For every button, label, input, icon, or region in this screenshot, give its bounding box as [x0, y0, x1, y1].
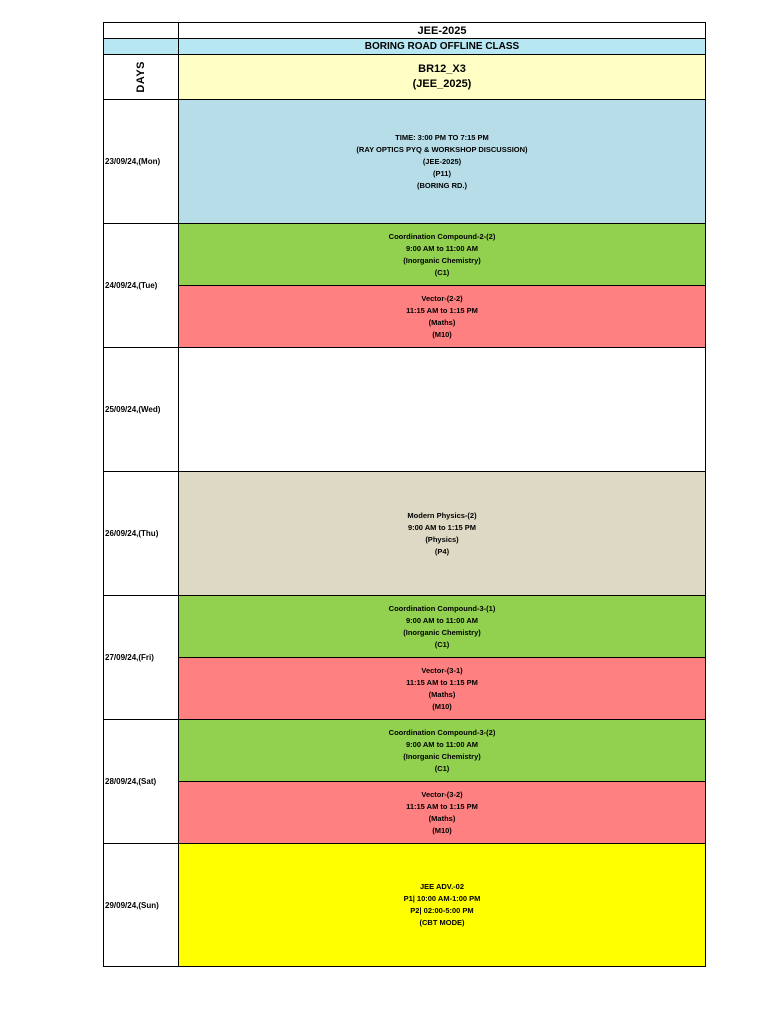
slot-line: (Maths) — [428, 813, 456, 823]
slot-line: 9:00 AM to 11:00 AM — [406, 243, 478, 253]
class-slot — [178, 223, 706, 285]
slot-line: Coordination Compound-3-(2) — [388, 727, 496, 737]
sheet-title: JEE-2025 — [178, 22, 706, 38]
slot-line: P2| 02:00-5:00 PM — [410, 906, 474, 915]
slot-line: (P11) — [433, 168, 451, 178]
slot-line: 9:00 AM to 11:00 AM — [406, 739, 478, 749]
slot-line: (CBT MODE) — [419, 918, 465, 927]
day-slots — [178, 223, 706, 347]
days-header-cell — [103, 54, 178, 99]
day-row — [103, 471, 706, 595]
title-row-blank-cell — [103, 22, 178, 38]
title-row — [103, 22, 706, 38]
day-rows — [103, 99, 706, 967]
day-date: 25/09/24,(Wed) — [103, 347, 178, 471]
timetable-sheet — [103, 22, 706, 967]
slot-line: (Maths) — [428, 317, 456, 327]
slot-line: (BORING RD.) — [417, 180, 467, 190]
slot-line: (Inorganic Chemistry) — [403, 627, 481, 637]
slot-line: (JEE-2025) — [422, 156, 462, 166]
slot-line: 11:15 AM to 1:15 PM — [406, 677, 478, 687]
subtitle-row-blank-cell — [103, 38, 178, 54]
day-row — [103, 843, 706, 967]
class-slot — [178, 471, 706, 595]
class-slot — [178, 347, 706, 471]
day-slots — [178, 595, 706, 719]
batch-code: BR12_X3 — [418, 63, 466, 75]
class-slot — [178, 99, 706, 223]
day-date: 28/09/24,(Sat) — [103, 719, 178, 843]
slot-line: 11:15 AM to 1:15 PM — [406, 801, 478, 811]
class-slot — [178, 781, 706, 843]
slot-line: (Physics) — [425, 534, 459, 544]
batch-row — [103, 54, 706, 99]
day-row — [103, 595, 706, 719]
slot-line: (M10) — [432, 701, 452, 711]
class-slot — [178, 595, 706, 657]
day-slots — [178, 471, 706, 595]
batch-cell — [178, 54, 706, 99]
slot-line: Coordination Compound-2-(2) — [388, 231, 496, 241]
slot-line: (Inorganic Chemistry) — [403, 751, 481, 761]
slot-line: Vector-(3-1) — [421, 665, 463, 675]
batch-exam: (JEE_2025) — [412, 78, 472, 90]
slot-line: Coordination Compound-3-(1) — [388, 603, 496, 613]
sheet-subtitle: BORING ROAD OFFLINE CLASS — [178, 38, 706, 54]
day-row — [103, 347, 706, 471]
class-slot — [178, 285, 706, 347]
slot-line: JEE ADV.-02 — [419, 882, 465, 891]
day-slots — [178, 99, 706, 223]
day-slots — [178, 347, 706, 471]
slot-line: Vector-(2-2) — [421, 293, 463, 303]
slot-line: 11:15 AM to 1:15 PM — [406, 305, 478, 315]
day-slots — [178, 843, 706, 967]
slot-line: (C1) — [434, 267, 450, 277]
slot-line: (RAY OPTICS PYQ & WORKSHOP DISCUSSION) — [356, 144, 528, 154]
slot-line: (C1) — [434, 639, 450, 649]
subtitle-row — [103, 38, 706, 54]
class-slot — [178, 843, 706, 967]
class-slot — [178, 719, 706, 781]
slot-line: 9:00 AM to 1:15 PM — [407, 522, 477, 532]
slot-line: (Inorganic Chemistry) — [403, 255, 481, 265]
slot-line: (P4) — [434, 546, 450, 556]
slot-line: P1| 10:00 AM-1:00 PM — [403, 894, 481, 903]
day-slots — [178, 719, 706, 843]
day-row — [103, 223, 706, 347]
day-row — [103, 719, 706, 843]
day-date: 24/09/24,(Tue) — [103, 223, 178, 347]
day-date: 29/09/24,(Sun) — [103, 843, 178, 967]
slot-line: Vector-(3-2) — [421, 789, 463, 799]
days-header-label: DAYS — [135, 61, 147, 93]
slot-line: Modern Physics-(2) — [407, 510, 477, 520]
day-date: 27/09/24,(Fri) — [103, 595, 178, 719]
day-date: 26/09/24,(Thu) — [103, 471, 178, 595]
day-date: 23/09/24,(Mon) — [103, 99, 178, 223]
slot-line: (C1) — [434, 763, 450, 773]
slot-line: (Maths) — [428, 689, 456, 699]
slot-line: 9:00 AM to 11:00 AM — [406, 615, 478, 625]
slot-line: (M10) — [432, 825, 452, 835]
slot-line: (M10) — [432, 329, 452, 339]
class-slot — [178, 657, 706, 719]
slot-line: TIME: 3:00 PM TO 7:15 PM — [395, 132, 489, 142]
day-row — [103, 99, 706, 223]
